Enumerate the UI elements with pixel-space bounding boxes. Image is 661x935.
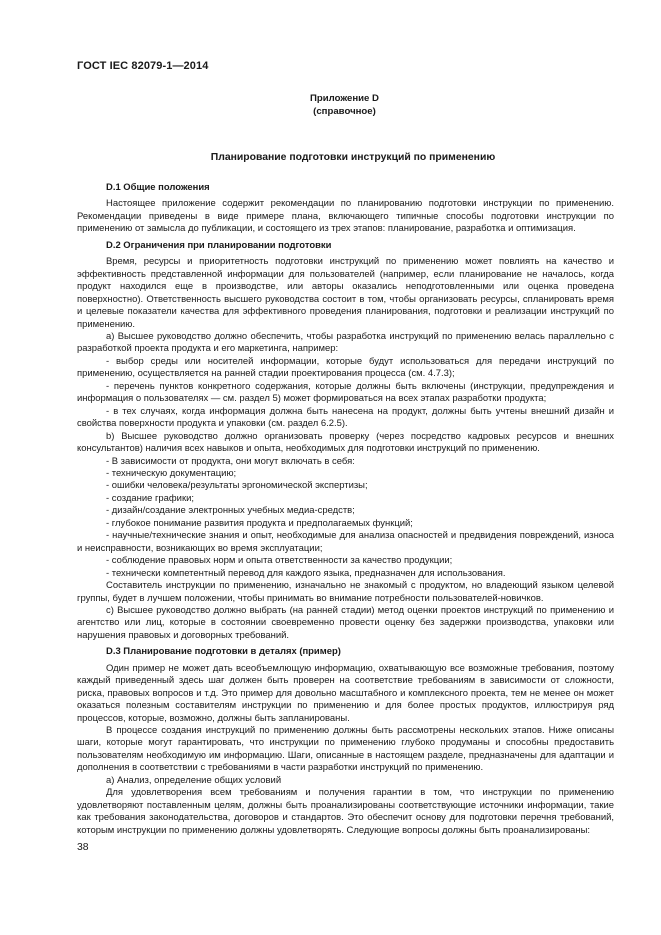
list-item: - соблюдение правовых норм и опыта ответственности за качество продукции; (106, 555, 453, 567)
list-item: - в тех случаях, когда информация должна быть нанесена на продукт, должны быть учтены внешний дизайн и свойства поверхности продукта и упаковки (см. раздел 6.2.5). (77, 405, 614, 430)
paragraph: Составитель инструкции по применению, изначально не знакомый с продуктом, но владеющий языком целевой группы, будет в лучшем положении, чтобы принимать во внимание потребности пользователей-новичков. (77, 580, 614, 604)
annex-heading (0, 92, 661, 118)
list-item-b: b) Высшее руководство должно организовать проверку (через посредство кадровых ресурсов и внешних консультантов) наличия всех навыков и опыта, необходимых для подготовки инструкций по применению. (77, 430, 614, 455)
annex-subtitle: (справочное) (313, 106, 376, 117)
list-item: - технически компетентный перевод для каждого языка, предназначен для использования. (106, 567, 506, 579)
list-item-a: a) Анализ, определение общих условий (106, 774, 282, 786)
document-header: ГОСТ IEC 82079-1—2014 (77, 60, 209, 72)
list-item: - В зависимости от продукта, они могут включать в себя: (106, 455, 355, 467)
paragraph: Для удовлетворения всем требованиям и получения гарантии в том, что инструкции по применению удовлетворяют поставленным целям, должны быть проанализированы соответствующие источники информации, такие как требования законодательства, договоров и стандартов. Это обеспечит основу для подготовки перечня требований, которым инструкции по применению должны удовлетворять. Следующие вопросы должны быть проанализированы: (77, 787, 614, 836)
list-item-a: a) Высшее руководство должно обеспечить, чтобы разработка инструкций по применению велась параллельно с разработкой проекта продукта и его маркетинга, например: (77, 330, 614, 355)
page-number: 38 (77, 842, 89, 853)
paragraph: В процессе создания инструкций по применению должны быть рассмотрены нескольких этапов. Ниже описаны шаги, которые могут гарантировать, что инструкции по применению глубоко продуманы и способны предоставить пользователям необходимую им информацию. Шаги, описанные в настоящем разделе, предназначены для адаптации и дополнения в соответствии с требованиями в части разработки инструкций по применению. (77, 725, 614, 774)
list-item-c: c) Высшее руководство должно выбрать (на ранней стадии) метод оценки проектов инструкций по применению и агентство или лиц, которые в состоянии своевременно провести оценку без задержки производства, упаковки или нарушения правовых и договорных требований. (77, 604, 614, 641)
section-heading-d3: D.3 Планирование подготовки в деталях (пример) (106, 646, 341, 658)
list-item: - техническую документацию; (106, 467, 237, 479)
list-item: - ошибки человека/результаты эргономической экспертизы; (106, 480, 368, 492)
paragraph: Один пример не может дать всеобъемлющую информацию, охватывающую все возможные требования, поэтому каждый приведенный здесь шаг должен быть проверен на соответствие требованиям в зависимости от сложности, риска, правовых вопросов и т.д. Это пример для довольно масштабного и комплексного проекта, тем не менее он может оказаться полезным составителям инструкции по применению и для более простых продуктов, иллюстрируя ряд процессов, которые, возможно, должны быть запланированы. (77, 662, 614, 724)
list-item: - перечень пунктов конкретного содержания, которые должны быть включены (инструкции, предупреждения и информация о пользователях — см. раздел 5) может формироваться на всех этапах разработки продукта; (77, 380, 614, 405)
list-item: - научные/технические знания и опыт, необходимые для анализа опасностей и предвидения повреждений, износа и неисправности, возникающих во время эксплуатации; (77, 530, 614, 554)
paragraph: Время, ресурсы и приоритетность подготовки инструкций по применению может повлиять на качество и эффективность представленной информации для пользователей (например, если планирование не началось, когда продукт находился еще в производстве, или авторы оказались неподготовленными или оценка проведена поверхностно). Ответственность высшего руководства состоит в том, чтобы организовать ресурсы, спланировать время и целевые показатели качества для эффективного проведения планирования, подготовки и реализации инструкций по применению. (77, 256, 614, 330)
section-heading-d2: D.2 Ограничения при планировании подготовки (106, 239, 332, 251)
list-item: - глубокое понимание развития продукта и предполагаемых функций; (106, 517, 413, 529)
list-item: - выбор среды или носителей информации, которые будут использоваться для передачи инструкций по применению, осуществляется на ранней стадии проектирования процесса (см. 4.7.3); (77, 355, 614, 380)
list-item: - дизайн/создание электронных учебных медиа-средств; (106, 505, 355, 517)
paragraph: Настоящее приложение содержит рекомендации по планированию подготовки инструкции по применению. Рекомендации приведены в виде примере плана, включающего типичные способы подготовки инструкции по применению от замысла до публикации, и состоящего из трех этапов: планирование, разработка и оптимизация. (77, 198, 614, 235)
annex-title: Приложение D (310, 93, 379, 104)
list-item: - создание графики; (106, 492, 194, 504)
section-heading-d1: D.1 Общие положения (106, 182, 210, 193)
document-body (77, 182, 614, 837)
document-title: Планирование подготовки инструкций по применению (210, 152, 496, 163)
